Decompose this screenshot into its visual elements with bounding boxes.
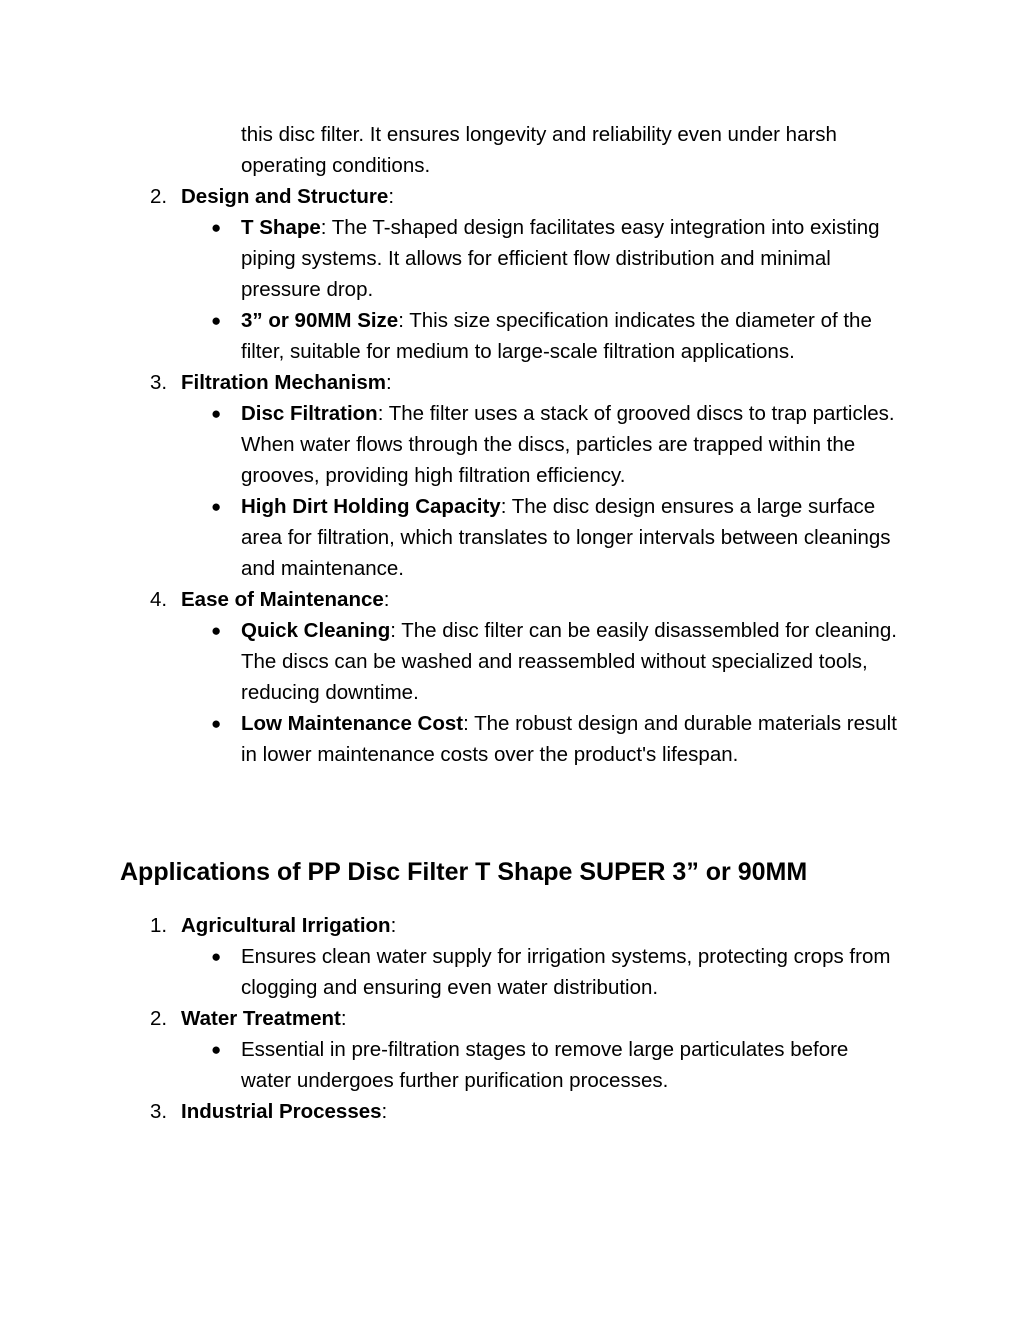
list-number: 2. <box>150 1007 168 1030</box>
list-heading <box>181 181 1024 212</box>
bullet-body: : The filter uses a stack of grooved discs to trap particles. When water flows through the discs, particles are trapped within the grooves, providing high filtration efficiency. <box>241 402 895 487</box>
list-heading-suffix: : <box>381 1100 388 1123</box>
bullet-icon: ● <box>211 714 222 733</box>
list-heading <box>181 910 1024 941</box>
bullet-item <box>181 708 901 770</box>
list-heading-suffix: : <box>383 588 390 611</box>
bullet-text <box>241 712 897 766</box>
list-heading-suffix: : <box>390 914 397 937</box>
bullet-body: Ensures clean water supply for irrigation systems, protecting crops from clogging and ensuring even water distribution. <box>241 945 891 999</box>
application-item-industrial <box>0 1096 1024 1127</box>
bullet-term: Quick Cleaning <box>241 619 391 642</box>
bullet-list <box>181 212 1024 367</box>
list-heading-title: Water Treatment <box>181 1007 341 1030</box>
bullet-icon: ● <box>211 404 222 423</box>
bullet-list <box>181 1034 1024 1096</box>
feature-item-design <box>0 181 1024 367</box>
bullet-item <box>181 615 901 708</box>
bullet-body: : The disc filter can be easily disassembled for cleaning. The discs can be washed and reassembled without specialized tools, reducing downtime. <box>241 619 897 704</box>
bullet-text <box>241 216 880 301</box>
applications-list <box>0 910 1024 1127</box>
bullet-icon: ● <box>211 621 222 640</box>
bullet-list <box>181 941 1024 1003</box>
bullet-body: : The disc design ensures a large surface area for filtration, which translates to longer intervals between cleanings and maintenance. <box>241 495 891 580</box>
application-item-irrigation <box>0 910 1024 1003</box>
section-heading: Applications of PP Disc Filter T Shape SUPER 3” or 90MM <box>120 858 808 886</box>
list-heading-title: Design and Structure <box>181 185 389 208</box>
bullet-text <box>241 619 897 704</box>
list-heading-suffix: : <box>386 371 392 394</box>
bullet-item <box>181 491 901 584</box>
bullet-text <box>241 495 891 580</box>
bullet-icon: ● <box>211 1040 222 1059</box>
bullet-term: Low Maintenance Cost <box>241 712 464 735</box>
list-heading-title: Ease of Maintenance <box>181 588 384 611</box>
bullet-text <box>241 402 895 487</box>
bullet-body: : The T-shaped design facilitates easy integration into existing piping systems. It allows for efficient flow distribution and minimal pressure drop. <box>241 216 880 301</box>
bullet-item <box>181 212 901 305</box>
bullet-icon: ● <box>211 497 222 516</box>
list-number: 4. <box>150 588 168 611</box>
bullet-term: High Dirt Holding Capacity <box>241 495 501 518</box>
list-heading <box>181 584 1024 615</box>
bullet-list <box>181 615 1024 770</box>
bullet-item <box>181 398 901 491</box>
bullet-term: 3” or 90MM Size <box>241 309 399 332</box>
list-number: 2. <box>150 185 168 208</box>
list-heading-suffix: : <box>340 1007 347 1030</box>
features-list <box>0 181 1024 770</box>
list-number: 3. <box>150 371 168 394</box>
list-heading-title: Filtration Mechanism <box>181 371 387 394</box>
bullet-body: : The robust design and durable materials result in lower maintenance costs over the product's lifespan. <box>241 712 897 766</box>
list-number: 3. <box>150 1100 168 1123</box>
list-heading-title: Industrial Processes <box>181 1100 382 1123</box>
bullet-item <box>181 1034 901 1096</box>
bullet-term: T Shape <box>241 216 321 239</box>
application-item-water-treatment <box>0 1003 1024 1096</box>
bullet-item <box>181 305 901 367</box>
bullet-body: Essential in pre-filtration stages to remove large particulates before water undergoes further purification processes. <box>241 1038 849 1092</box>
list-number: 1. <box>150 914 168 937</box>
list-heading-suffix: : <box>388 185 395 208</box>
list-heading <box>181 367 1024 398</box>
feature-item-maintenance <box>0 584 1024 770</box>
list-heading <box>181 1096 1024 1127</box>
bullet-icon: ● <box>211 218 222 237</box>
bullet-icon: ● <box>211 947 222 966</box>
bullet-text <box>241 309 872 363</box>
bullet-item <box>181 941 901 1003</box>
bullet-term: Disc Filtration <box>241 402 378 425</box>
list-heading-title: Agricultural Irrigation <box>181 914 391 937</box>
bullet-list <box>181 398 1024 584</box>
bullet-body: : This size specification indicates the diameter of the filter, suitable for medium to large-scale filtration applications. <box>241 309 872 363</box>
list-heading <box>181 1003 1024 1034</box>
bullet-icon: ● <box>211 311 222 330</box>
continuation-paragraph: this disc filter. It ensures longevity and reliability even under harsh operating conditions. <box>241 123 837 177</box>
feature-item-filtration <box>0 367 1024 584</box>
